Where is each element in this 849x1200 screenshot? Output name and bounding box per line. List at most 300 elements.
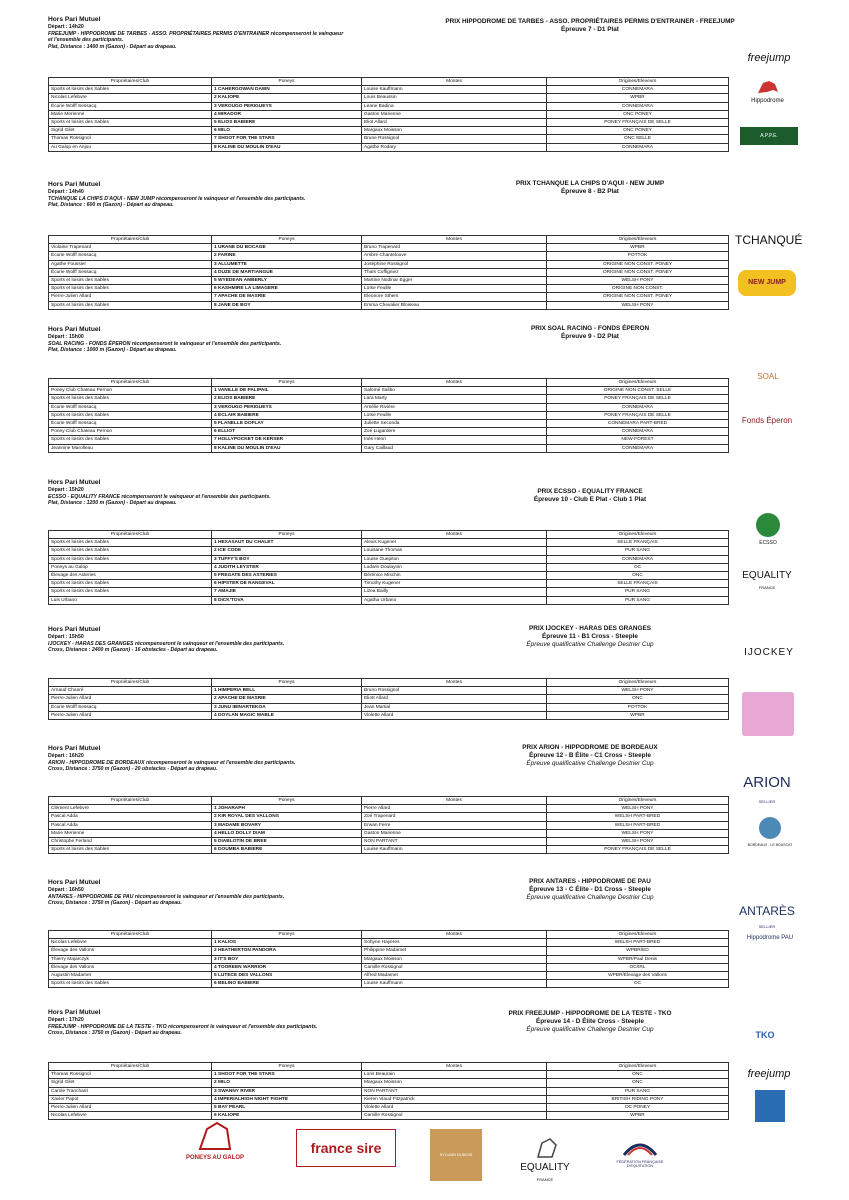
rider-cell: Bruno Trapenard: [362, 244, 547, 252]
race-header-left: [48, 625, 348, 654]
column-header: Montes: [362, 1063, 547, 1071]
race-header-title: [390, 1010, 790, 1034]
ecsso-logo: [750, 512, 786, 544]
origin-cell: ORIGINE NON CONST. PONEY: [547, 268, 729, 276]
table-row: [49, 805, 729, 813]
owner-cell: Jeannine Marolleau: [49, 444, 212, 452]
table-row: [49, 588, 729, 596]
sponsor-logos: [0, 1115, 849, 1195]
race-qualification: Épreuve qualificative Challenge Destrier Cup: [526, 760, 654, 767]
table-row: [49, 411, 729, 419]
newjump-logo: NEW JUMP: [738, 270, 796, 296]
hors-pari-mutuel: Hors Pari Mutuel: [48, 745, 101, 752]
table-row: [49, 428, 729, 436]
origin-cell: WELSH PART-BRED: [547, 939, 729, 947]
column-header: Montes: [362, 931, 547, 939]
table-row: [49, 837, 729, 845]
origin-cell: SELLE FRANÇAIS: [547, 580, 729, 588]
owner-cell: Écurie Wolff Sessacq: [49, 252, 212, 260]
race-description: SOAL RACING - FONDS ÉPERON récompenseront le vainqueur et l'ensemble des participants.: [48, 340, 282, 347]
owner-cell: Nicolas Lefebvre: [49, 939, 212, 947]
column-header: Poneys: [212, 679, 362, 687]
race-header-title: [390, 625, 790, 649]
haras-granges-logo: [742, 692, 794, 736]
owner-cell: Écurie Wolff Sessacq: [49, 268, 212, 276]
owner-cell: Agathe Foussier: [49, 260, 212, 268]
pony-cell: 7 AMAJIE: [212, 588, 362, 596]
column-header: Montes: [362, 379, 547, 387]
equality-bottom-sub: FRANCE: [536, 1177, 554, 1182]
pony-cell: 1 HIMPERIA BELL: [212, 687, 362, 695]
table-row: [49, 293, 729, 301]
origin-cell: WPBR/Élevage des Vallons: [547, 971, 729, 979]
table-row: [49, 285, 729, 293]
origin-cell: WELSH PONY: [547, 301, 729, 309]
table-row: [49, 547, 729, 555]
pony-cell: 2 FARINE: [212, 252, 362, 260]
pony-cell: 4 DOYLAN MAGIC MABLE: [212, 711, 362, 719]
owner-cell: Écurie Wolff Sessacq: [49, 102, 212, 110]
pony-cell: 6 KASHMIRE LA LIMAGERE: [212, 285, 362, 293]
owner-cell: Sports et loisirs des Sables: [49, 580, 212, 588]
rider-cell: Eliot Allard: [362, 118, 547, 126]
ffe-emblem-icon: [620, 1133, 660, 1159]
race-description: ARION - HIPPODROME DE BORDEAUX récompenseront le vainqueur et l'ensemble des participants.: [48, 759, 296, 766]
origin-cell: ORIGINE NON CONST.: [547, 285, 729, 293]
rider-cell: Louise Kauffmann: [362, 86, 547, 94]
pony-cell: 5 BAY PEARL: [212, 1103, 362, 1111]
owner-cell: Pascal Adda: [49, 821, 212, 829]
horse-head-icon: [530, 1137, 560, 1159]
pony-cell: 4 IMPERIALHIGH NIGHT FIGHTE: [212, 1095, 362, 1103]
origin-cell: WELSH PART-BRED: [547, 813, 729, 821]
owner-cell: Sports et loisirs des Sables: [49, 846, 212, 854]
column-header: Propriétaires/Club: [49, 78, 212, 86]
table-row: [49, 939, 729, 947]
race-distance: Plat, Distance : 1200 m (Gazon) - Départ au drapeau.: [48, 500, 177, 507]
race-description: IJOCKEY - HARAS DES GRANGES récompenseront le vainqueur et l'ensemble des participants.: [48, 640, 285, 647]
entries-table: [48, 1062, 729, 1120]
table-row: [49, 695, 729, 703]
rider-cell: Louise Guepiton: [362, 555, 547, 563]
owner-cell: Pierre-Julien Allard: [49, 1103, 212, 1111]
race-header-title: [390, 744, 790, 768]
column-header: Origines/Eleveurs: [547, 679, 729, 687]
race-header-left: [48, 325, 348, 354]
origin-cell: WELSH PONY: [547, 276, 729, 284]
race-qualification: Épreuve qualificative Challenge Destrier Cup: [526, 894, 654, 901]
pony-cell: 5 WYEDEAN AMBERLY: [212, 276, 362, 284]
origin-cell: POTTOK: [547, 703, 729, 711]
table-row: [49, 403, 729, 411]
column-header: Poneys: [212, 78, 362, 86]
depart-time: Départ : 14h20: [48, 24, 84, 30]
fonds-eperon-logo: Fonds Éperon: [741, 416, 793, 425]
pony-cell: 2 KALIOPE: [212, 94, 362, 102]
horse-icon: [755, 815, 785, 841]
column-header: Propriétaires/Club: [49, 679, 212, 687]
rider-cell: Loris Beaurain: [362, 1071, 547, 1079]
rider-cell: Violette Allard: [362, 711, 547, 719]
equality-logo: [734, 570, 800, 593]
table-row: [49, 1079, 729, 1087]
table-row: [49, 118, 729, 126]
column-header: Propriétaires/Club: [49, 379, 212, 387]
owner-cell: Sports et loisirs des Sables: [49, 547, 212, 555]
equality-bottom-label: EQUALITY: [520, 1162, 570, 1173]
race-header-left: [48, 744, 348, 773]
freejump-logo-2: freejump: [747, 1068, 791, 1080]
rider-cell: Joséphine Rossignol: [362, 260, 547, 268]
rider-cell: Alfred Madamet: [362, 971, 547, 979]
pony-cell: 3 MADAME BOVARY: [212, 821, 362, 829]
pau-logo: Hippodrome PAU: [746, 935, 794, 941]
rider-cell: Inès Henri: [362, 436, 547, 444]
ffe-label: FÉDÉRATION FRANÇAISE D'ÉQUITATION: [616, 1160, 664, 1168]
rider-cell: Gary Caillaud: [362, 444, 547, 452]
rider-cell: Eleonore Sthers: [362, 293, 547, 301]
origin-cell: WPBR: [547, 94, 729, 102]
column-header: Origines/Eleveurs: [547, 236, 729, 244]
table-row: [49, 395, 729, 403]
freejump-logo: freejump: [747, 52, 791, 64]
table-row: [49, 436, 729, 444]
pony-cell: 5 LUTECE DES VALLONS: [212, 971, 362, 979]
table-row: [49, 301, 729, 309]
entries-table: [48, 235, 729, 310]
column-header: Origines/Eleveurs: [547, 78, 729, 86]
table-row: [49, 252, 729, 260]
owner-cell: Écurie Wolff Sessacq: [49, 419, 212, 427]
rider-cell: Margaux Moisson: [362, 1079, 547, 1087]
column-header: Poneys: [212, 931, 362, 939]
rider-cell: NON PARTANT: [362, 1087, 547, 1095]
table-header-row: [49, 797, 729, 805]
pony-cell: 6 BELINO BABIERE: [212, 980, 362, 988]
table-row: [49, 1095, 729, 1103]
rider-cell: Ambre Chantelouve: [362, 252, 547, 260]
race-title: PRIX SOAL RACING - FONDS ÉPERON: [530, 325, 650, 332]
horse-icon: [753, 78, 783, 96]
pony-cell: 2 KIR ROYAL DES VALLONS: [212, 813, 362, 821]
owner-cell: Poneys au Galop: [49, 563, 212, 571]
column-header: Montes: [362, 236, 547, 244]
table-row: [49, 813, 729, 821]
pony-cell: 3 JUNU IBINARTEKOA: [212, 703, 362, 711]
owner-cell: Pierre-Julien Allard: [49, 293, 212, 301]
owner-cell: Sigrid Gilet: [49, 127, 212, 135]
table-row: [49, 276, 729, 284]
column-header: Montes: [362, 679, 547, 687]
ecsso-label: ECSSO: [759, 540, 777, 546]
rider-cell: Gaston Marienne: [362, 829, 547, 837]
rider-cell: Agathe Rodary: [362, 143, 547, 151]
origin-cell: WPBR: [547, 1112, 729, 1120]
owner-cell: Poney Club Chateau Pernon: [49, 387, 212, 395]
pony-cell: 1 KALIOS: [212, 939, 362, 947]
origin-cell: PONEY FRANÇAIS DE SELLE: [547, 411, 729, 419]
depart-time: Départ : 16h50: [48, 887, 84, 893]
table-row: [49, 387, 729, 395]
race-title: PRIX ARION - HIPPODROME DE BORDEAUX: [522, 744, 658, 751]
sylvain-dubois-logo: SYLVAIN DUBOIS: [430, 1129, 482, 1181]
rider-cell: Leane Badina: [362, 102, 547, 110]
owner-cell: Thierry Majarczyk: [49, 955, 212, 963]
soal-logo: SOAL: [757, 372, 779, 381]
table-row: [49, 86, 729, 94]
rider-cell: Timothy Kugener: [362, 580, 547, 588]
ijockey-logo: IJOCKEY: [744, 647, 794, 658]
column-header: Poneys: [212, 1063, 362, 1071]
owner-cell: Sports et loisirs des Sables: [49, 285, 212, 293]
pony-cell: 3 VEROUGO PERIGUEYS: [212, 102, 362, 110]
owner-cell: Sports et loisirs des Sables: [49, 555, 212, 563]
owner-cell: Sports et loisirs des Sables: [49, 980, 212, 988]
pony-cell: 1 URANE DU BOCAGE: [212, 244, 362, 252]
rider-cell: Margaux Moisson: [362, 955, 547, 963]
hippodrome-tarbes-logo: [745, 78, 790, 108]
owner-cell: Augustin Madamet: [49, 971, 212, 979]
race-title: PRIX ECSSO - EQUALITY FRANCE: [537, 488, 643, 495]
table-row: [49, 94, 729, 102]
race-epreuve: Épreuve 8 - B2 Plat: [561, 188, 619, 195]
rider-cell: Louisane Thomas: [362, 547, 547, 555]
depart-time: Départ : 17h20: [48, 1017, 84, 1023]
race-description: ANTARES - HIPPODROME DE PAU récompenseront le vainqueur et l'ensemble des participants.: [48, 893, 285, 900]
race-distance: Cross, Distance : 3750 m (Gazon) - Départ au drapeau.: [48, 900, 182, 907]
owner-cell: Élevage des Asteries: [49, 571, 212, 579]
rider-cell: Kieren Viaud Fitzpatrick: [362, 1095, 547, 1103]
origin-cell: ONC: [547, 571, 729, 579]
race-distance: Plat, Distance : 1000 m (Gazon) - Départ au drapeau.: [48, 347, 177, 354]
tchanque-logo: TCHANQUÉ: [735, 233, 803, 247]
race-distance: Cross, Distance : 3750 m (Gazon) - Départ au drapeau.: [48, 1030, 182, 1037]
origin-cell: ONC: [547, 1071, 729, 1079]
origin-cell: WPBR: [547, 711, 729, 719]
column-header: Origines/Eleveurs: [547, 931, 729, 939]
pony-cell: 1 CAHERGOWAN DAWN: [212, 86, 362, 94]
hors-pari-mutuel: Hors Pari Mutuel: [48, 479, 101, 486]
pony-cell: 1 JOHARAPH: [212, 805, 362, 813]
rider-cell: Zoé Lugardere: [362, 428, 547, 436]
table-header-row: [49, 379, 729, 387]
owner-cell: Sigrid Gilet: [49, 1079, 212, 1087]
race-title: PRIX IJOCKEY - HARAS DES GRANGES: [528, 625, 652, 632]
origin-cell: PONEY FRANÇAIS DE SELLE: [547, 846, 729, 854]
pony-cell: 1 SHOOT FOR THE STARS: [212, 1071, 362, 1079]
origin-cell: ONC: [547, 695, 729, 703]
rider-cell: Camille Rossignol: [362, 963, 547, 971]
hors-pari-mutuel: Hors Pari Mutuel: [48, 626, 101, 633]
hors-pari-mutuel: Hors Pari Mutuel: [48, 16, 101, 23]
entries-table: [48, 930, 729, 988]
equality-sub: FRANCE: [758, 585, 776, 590]
hors-pari-mutuel: Hors Pari Mutuel: [48, 181, 101, 188]
poneys-au-galop-logo: [180, 1119, 250, 1161]
entries-table: [48, 378, 729, 453]
column-header: Poneys: [212, 531, 362, 539]
table-row: [49, 563, 729, 571]
table-row: [49, 444, 729, 452]
antares-logo: [732, 905, 802, 933]
entries-table: [48, 77, 729, 152]
race-description: FREEJUMP - HIPPODROME DE TARBES - ASSO. PROPRIÉTAIRES PERMIS D'ENTRAINER récompenseront le vainqueur et l'ensemble des participants.: [48, 30, 344, 44]
origin-cell: PUR SANG: [547, 596, 729, 604]
race-header-title: [390, 878, 790, 902]
pony-cell: 2 HEATHERTON PANDORA: [212, 947, 362, 955]
race-title: PRIX TCHANQUE LA CHIPS D'AQUI - NEW JUMP: [515, 180, 665, 187]
owner-cell: Sports et loisirs des Sables: [49, 436, 212, 444]
column-header: Propriétaires/Club: [49, 1063, 212, 1071]
rider-cell: Pierre Allard: [362, 805, 547, 813]
rider-cell: Alexis Kugener: [362, 539, 547, 547]
table-row: [49, 143, 729, 151]
pony-cell: 8 DICK'TOVA: [212, 596, 362, 604]
table-row: [49, 555, 729, 563]
origin-cell: WELSH PONY: [547, 805, 729, 813]
table-row: [49, 971, 729, 979]
hors-pari-mutuel: Hors Pari Mutuel: [48, 326, 101, 333]
horse-head-icon: [753, 512, 783, 538]
race-header-left: [48, 1008, 348, 1037]
pony-cell: 4 HELLO DOLLY DIAM: [212, 829, 362, 837]
origin-cell: CONNEMARA PART-BRED: [547, 419, 729, 427]
rider-cell: Loïse Feuille: [362, 411, 547, 419]
rider-cell: Thaïs Coffigniez: [362, 268, 547, 276]
table-header-row: [49, 531, 729, 539]
race-epreuve: Épreuve 7 - D1 Plat: [561, 26, 619, 33]
owner-cell: Xavier Papot: [49, 1095, 212, 1103]
owner-cell: Carole Tranchant: [49, 1087, 212, 1095]
rider-cell: Ludwin Doulaynin: [362, 563, 547, 571]
origin-cell: BRITISH RIDING PONY: [547, 1095, 729, 1103]
column-header: Propriétaires/Club: [49, 797, 212, 805]
table-row: [49, 703, 729, 711]
owner-cell: Nicolas Lefebvre: [49, 94, 212, 102]
rider-cell: Louis Beaussin: [362, 94, 547, 102]
equality-bottom-logo: [510, 1137, 580, 1185]
owner-cell: Clément Lefebvre: [49, 805, 212, 813]
pony-cell: 2 APACHE DE MASRIE: [212, 695, 362, 703]
rider-cell: Salomé Salibo: [362, 387, 547, 395]
table-row: [49, 821, 729, 829]
entries-table: [48, 678, 729, 720]
pony-cell: 5 FREGATE DES ASTERIES: [212, 571, 362, 579]
race-qualification: Épreuve qualificative Challenge Destrier Cup: [526, 641, 654, 648]
entries-table: [48, 796, 729, 854]
race-title: PRIX HIPPODROME DE TARBES - ASSO. PROPRIÉTAIRES PERMIS D'ENTRAINER - FREEJUMP: [445, 18, 735, 25]
table-row: [49, 244, 729, 252]
rider-cell: Brune Rossignol: [362, 135, 547, 143]
origin-cell: WELSH PART-BRED: [547, 821, 729, 829]
rider-cell: Philippine Madamet: [362, 947, 547, 955]
bordeaux-label: BORDEAUX - LE BOUSCAT: [747, 843, 793, 847]
origin-cell: WPBR: [547, 244, 729, 252]
rider-cell: Bruno Rossignol: [362, 687, 547, 695]
table-row: [49, 829, 729, 837]
origin-cell: WELSH PONY: [547, 829, 729, 837]
origin-cell: ONC SELLE: [547, 135, 729, 143]
race-header-left: [48, 478, 348, 507]
race-distance: Plat, Distance : 1400 m (Gazon) - Départ au drapeau.: [48, 43, 177, 50]
race-description: TCHANQUE LA CHIPS D'AQUI - NEW JUMP récompenseront le vainqueur et l'ensemble des participants.: [48, 195, 306, 202]
race-epreuve: Épreuve 13 - C Élite - D1 Cross - Steeple: [529, 886, 651, 893]
race-description: ECSSO - EQUALITY FRANCE récompenseront le vainqueur et l'ensemble des participants.: [48, 493, 271, 500]
tko-logo: TKO: [755, 1030, 775, 1040]
pony-cell: 3 SWANNY RIVER: [212, 1087, 362, 1095]
pony-cell: 2 ICE CODE: [212, 547, 362, 555]
antares-label: ANTARÈS: [739, 904, 795, 918]
depart-time: Départ : 15h00: [48, 334, 84, 340]
origin-cell: CONNEMARA: [547, 403, 729, 411]
origin-cell: WPBR/ED: [547, 947, 729, 955]
pony-cell: 4 MIRADOR: [212, 110, 362, 118]
origin-cell: OC: [547, 563, 729, 571]
table-row: [49, 102, 729, 110]
origin-cell: WELSH PONY: [547, 837, 729, 845]
origin-cell: OC PONEY: [547, 1103, 729, 1111]
race-title: PRIX FREEJUMP - HIPPODROME DE LA TESTE - TKO: [508, 1010, 672, 1017]
table-row: [49, 846, 729, 854]
origin-cell: ONC: [547, 1079, 729, 1087]
table-row: [49, 963, 729, 971]
pony-cell: 1 HEXASAUT DU CHALET: [212, 539, 362, 547]
pony-cell: 8 KALINE DU MOULIN D'EAU: [212, 143, 362, 151]
depart-time: Départ : 14h40: [48, 189, 84, 195]
origin-cell: CONNEMARA: [547, 143, 729, 151]
pony-cell: 3 ALLUMETTE: [212, 260, 362, 268]
origin-cell: ORIGINE NON CONST. SELLE: [547, 387, 729, 395]
race-epreuve: Épreuve 14 - D Élite Cross - Steeple: [536, 1018, 644, 1025]
owner-cell: Sports et loisirs des Sables: [49, 276, 212, 284]
origin-cell: ORIGINE NON CONST. PONEY: [547, 293, 729, 301]
rider-cell: Erwan Ferre: [362, 821, 547, 829]
race-epreuve: Épreuve 10 - Club E Plat - Club 1 Plat: [533, 496, 647, 503]
origin-cell: PUR SANG: [547, 547, 729, 555]
race-qualification: Épreuve qualificative Challenge Destrier Cup: [526, 1026, 654, 1033]
column-header: Propriétaires/Club: [49, 931, 212, 939]
owner-cell: Sports et loisirs des Sables: [49, 86, 212, 94]
race-header-title: [390, 180, 790, 196]
table-row: [49, 268, 729, 276]
bordeaux-logo: [742, 815, 798, 855]
owner-cell: Sports et loisirs des Sables: [49, 301, 212, 309]
owner-cell: Écurie Wolff Sessacq: [49, 703, 212, 711]
owner-cell: Au Galop en Anjou: [49, 143, 212, 151]
rider-cell: Louise Kauffmann: [362, 846, 547, 854]
owner-cell: Écurie Wolff Sessacq: [49, 403, 212, 411]
origin-cell: PUR SANG: [547, 588, 729, 596]
pony-cell: 7 HOLLYPOCKET DE KERSER: [212, 436, 362, 444]
pony-cell: 2 MILO: [212, 1079, 362, 1087]
owner-cell: Marie Merienne: [49, 829, 212, 837]
origin-cell: PUR SANG: [547, 1087, 729, 1095]
table-header-row: [49, 679, 729, 687]
race-header-left: [48, 15, 348, 50]
depart-time: Départ : 15h50: [48, 634, 84, 640]
pony-cell: 6 ELLIOT: [212, 428, 362, 436]
origin-cell: OC: [547, 980, 729, 988]
rider-cell: Gaston Marienne: [362, 110, 547, 118]
arion-sub: SELLIER: [758, 799, 776, 804]
hippodrome-label: Hippodrome: [751, 98, 784, 104]
column-header: Montes: [362, 78, 547, 86]
france-sire-logo: france sire: [296, 1129, 396, 1167]
rider-cell: Juliette Seconda: [362, 419, 547, 427]
arion-label: ARION: [743, 774, 791, 791]
table-row: [49, 947, 729, 955]
origin-cell: PONEY FRANÇAIS DE SELLE: [547, 395, 729, 403]
